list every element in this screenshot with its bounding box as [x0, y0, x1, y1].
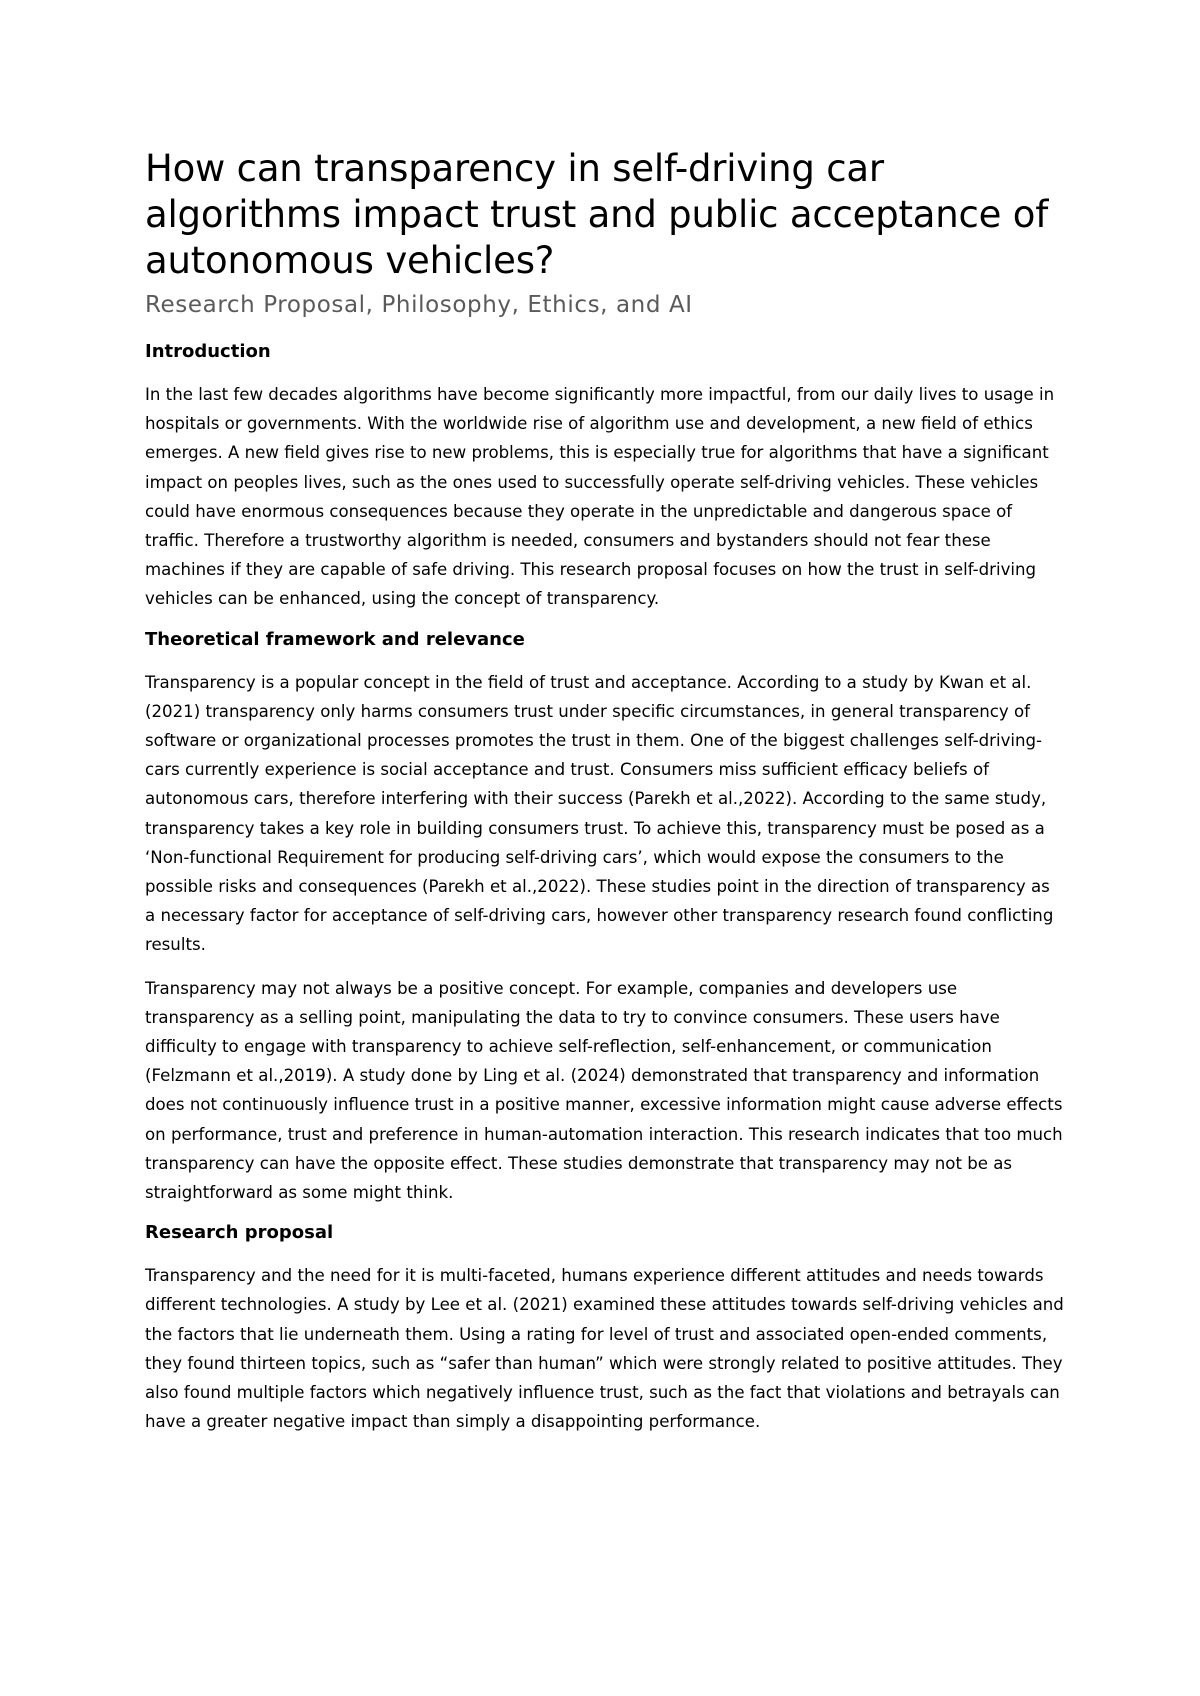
document-body: [145, 146, 1065, 1437]
heading-introduction: Introduction: [145, 341, 271, 362]
heading-theoretical-framework: Theoretical framework and relevance: [145, 628, 525, 650]
paragraph-research-proposal: Transparency and the need for it is multi-faceted, humans experience different attitudes and needs towards different technologies. A study by Lee et al. (2021) examined these attitudes towards self-driving vehicles and the factors that lie underneath them. Using a rating for level of trust and associated open-ended comments, they found thirteen topics, such as “safer than human” which were strongly related to positive attitudes. They also found multiple factors which negatively influence trust, such as the fact that violations and betrayals can have a greater negative impact than simply a disappointing performance.: [145, 1266, 1064, 1432]
paragraph-introduction: In the last few decades algorithms have become significantly more impactful, from our daily lives to usage in hospitals or governments. With the worldwide rise of algorithm use and development, a new field of ethics emerges. A new field gives rise to new problems, this is especially true for algorithms that have a significant impact on peoples lives, such as the ones used to successfully operate self-driving vehicles. These vehicles could have enormous consequences because they operate in the unpredictable and dangerous space of traffic. Therefore a trustworthy algorithm is needed, consumers and bystanders should not fear these machines if they are capable of safe driving. This research proposal focuses on how the trust in self-driving vehicles can be enhanced, using the concept of transparency.: [145, 385, 1055, 609]
paragraph-theory-2: Transparency may not always be a positive concept. For example, companies and developers use transparency as a selling point, manipulating the data to try to convince consumers. These users have difficulty to engage with transparency to achieve self-reflection, self-enhancement, or communication (Felzmann et al.,2019). A study done by Ling et al. (2024) demonstrated that transparency and information does not continuously influence trust in a positive manner, excessive information might cause adverse effects on performance, trust and preference in human-automation interaction. This research indicates that too much transparency can have the opposite effect. These studies demonstrate that transparency may not be as straightforward as some might think.: [145, 978, 1063, 1203]
paragraph-theory-1: Transparency is a popular concept in the field of trust and acceptance. According to a study by Kwan et al. (2021) transparency only harms consumers trust under specific circumstances, in general transparency of software or organizational processes promotes the trust in them. One of the biggest challenges self-driving-cars currently experience is social acceptance and trust. Consumers miss sufficient efficacy beliefs of autonomous cars, therefore interfering with their success (Parekh et al.,2022). According to the same study, transparency takes a key role in building consumers trust. To achieve this, transparency must be posed as a ‘Non-functional Requirement for producing self-driving cars’, which would expose the consumers to the possible risks and consequences (Parekh et al.,2022). These studies point in the direction of transparency as a necessary factor for acceptance of self-driving cars, however other transparency research found conflicting results.: [145, 672, 1054, 955]
heading-research-proposal: Research proposal: [145, 1222, 334, 1244]
document-title: How can transparency in self-driving car algorithms impact trust and public acceptance of autonomous vehicles?: [145, 147, 1049, 282]
document-subtitle: Research Proposal, Philosophy, Ethics, and AI: [145, 292, 693, 318]
